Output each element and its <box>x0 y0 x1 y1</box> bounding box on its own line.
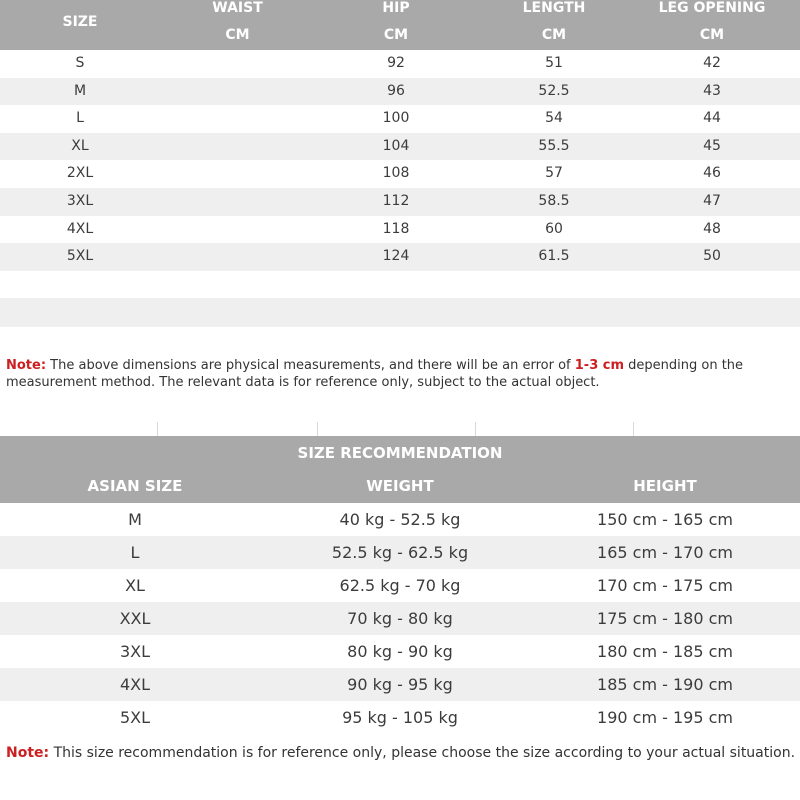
cell-size: M <box>73 82 87 99</box>
table-row <box>0 105 800 133</box>
cell-weight: 62.5 kg - 70 kg <box>339 576 461 595</box>
cell-height: 180 cm - 185 cm <box>597 642 733 661</box>
cell-weight: 80 kg - 90 kg <box>347 642 453 661</box>
cell-hip: 96 <box>387 82 405 99</box>
cell-leg-opening: 45 <box>703 137 721 154</box>
cell-length: 55.5 <box>538 137 570 154</box>
header-waist: WAIST CM <box>195 0 280 50</box>
cell-size: 4XL <box>66 220 94 237</box>
header-size: SIZE <box>62 14 98 30</box>
cell-hip: 112 <box>382 192 410 209</box>
table-row <box>0 602 800 635</box>
header-unit: CM <box>541 27 567 43</box>
divider <box>0 422 800 436</box>
table-filler-row <box>0 298 800 327</box>
cell-length: 58.5 <box>538 192 570 209</box>
header-unit: CM <box>699 27 725 43</box>
cell-hip: 92 <box>387 55 405 71</box>
cell-weight: 95 kg - 105 kg <box>342 708 458 727</box>
table-row <box>0 133 800 161</box>
table-row <box>0 188 800 216</box>
cell-height: 150 cm - 165 cm <box>597 510 733 529</box>
table-row <box>0 668 800 701</box>
cell-height: 190 cm - 195 cm <box>597 708 733 727</box>
cell-length: 52.5 <box>538 82 570 99</box>
cell-size: 5XL <box>66 248 94 265</box>
cell-leg-opening: 47 <box>703 192 721 209</box>
note-text: This size recommendation is for reference only, please choose the size according to your actual situation. <box>49 745 796 761</box>
table-filler-row <box>0 271 800 298</box>
cell-hip: 108 <box>382 165 410 182</box>
cell-hip: 118 <box>382 220 410 237</box>
header-length: LENGTH CM <box>508 0 600 50</box>
header-hip: HIP CM <box>355 0 437 50</box>
cell-leg-opening: 42 <box>703 55 721 71</box>
cell-size: 2XL <box>66 165 94 182</box>
cell-height: 165 cm - 170 cm <box>597 543 733 562</box>
table-row <box>0 503 800 536</box>
cell-height: 170 cm - 175 cm <box>597 576 733 595</box>
cell-size: L <box>130 543 140 562</box>
header-weight: WEIGHT <box>366 477 434 495</box>
note-text: The above dimensions are physical measurements, and there will be an error of <box>46 358 575 373</box>
size-recommendation-table <box>0 436 800 734</box>
table-row <box>0 569 800 602</box>
note-error-range: 1-3 cm <box>574 358 625 373</box>
table-row <box>0 216 800 244</box>
table-row <box>0 635 800 668</box>
cell-size: S <box>75 55 85 71</box>
cell-size: 3XL <box>119 642 151 661</box>
table-row <box>0 243 800 271</box>
header-unit: CM <box>225 27 250 43</box>
cell-length: 60 <box>545 220 563 237</box>
cell-size: M <box>128 510 142 529</box>
note-text: depending on the measurement method. The relevant data is for reference only, subject to the actual object. <box>6 358 744 390</box>
cell-hip: 124 <box>382 248 410 265</box>
cell-leg-opening: 48 <box>703 220 721 237</box>
cell-leg-opening: 50 <box>703 248 721 265</box>
cell-length: 51 <box>545 55 563 71</box>
table-row <box>0 536 800 569</box>
size-table-header <box>0 0 800 50</box>
cell-hip: 100 <box>382 110 410 127</box>
cell-size: XXL <box>119 609 151 628</box>
cell-weight: 90 kg - 95 kg <box>347 675 453 694</box>
cell-size: 3XL <box>66 192 94 209</box>
cell-hip: 104 <box>382 137 410 154</box>
header-leg-opening: LEG OPENING CM <box>650 0 774 50</box>
cell-size: XL <box>71 137 89 154</box>
cell-length: 61.5 <box>538 248 570 265</box>
cell-length: 57 <box>545 165 563 182</box>
cell-leg-opening: 43 <box>703 82 721 99</box>
note-label: Note: <box>6 745 50 761</box>
cell-height: 185 cm - 190 cm <box>597 675 733 694</box>
cell-size: 4XL <box>119 675 151 694</box>
cell-size: L <box>76 110 84 127</box>
recommendation-header <box>0 436 800 503</box>
cell-size: XL <box>125 576 145 595</box>
note-label: Note: <box>6 358 47 373</box>
header-unit: CM <box>383 27 409 43</box>
size-table <box>0 0 800 327</box>
measurement-note <box>6 357 796 391</box>
header-height: HEIGHT <box>633 477 697 495</box>
table-row <box>0 50 800 78</box>
header-asian-size: ASIAN SIZE <box>87 477 183 495</box>
cell-weight: 40 kg - 52.5 kg <box>339 510 461 529</box>
cell-weight: 52.5 kg - 62.5 kg <box>331 543 469 562</box>
cell-length: 54 <box>545 110 563 127</box>
recommendation-note <box>6 743 796 764</box>
cell-height: 175 cm - 180 cm <box>597 609 733 628</box>
table-row <box>0 78 800 106</box>
recommendation-title: SIZE RECOMMENDATION <box>297 444 503 462</box>
table-row <box>0 160 800 188</box>
cell-size: 5XL <box>119 708 151 727</box>
cell-weight: 70 kg - 80 kg <box>347 609 453 628</box>
table-row <box>0 701 800 734</box>
cell-leg-opening: 44 <box>703 110 721 127</box>
cell-leg-opening: 46 <box>703 165 721 182</box>
